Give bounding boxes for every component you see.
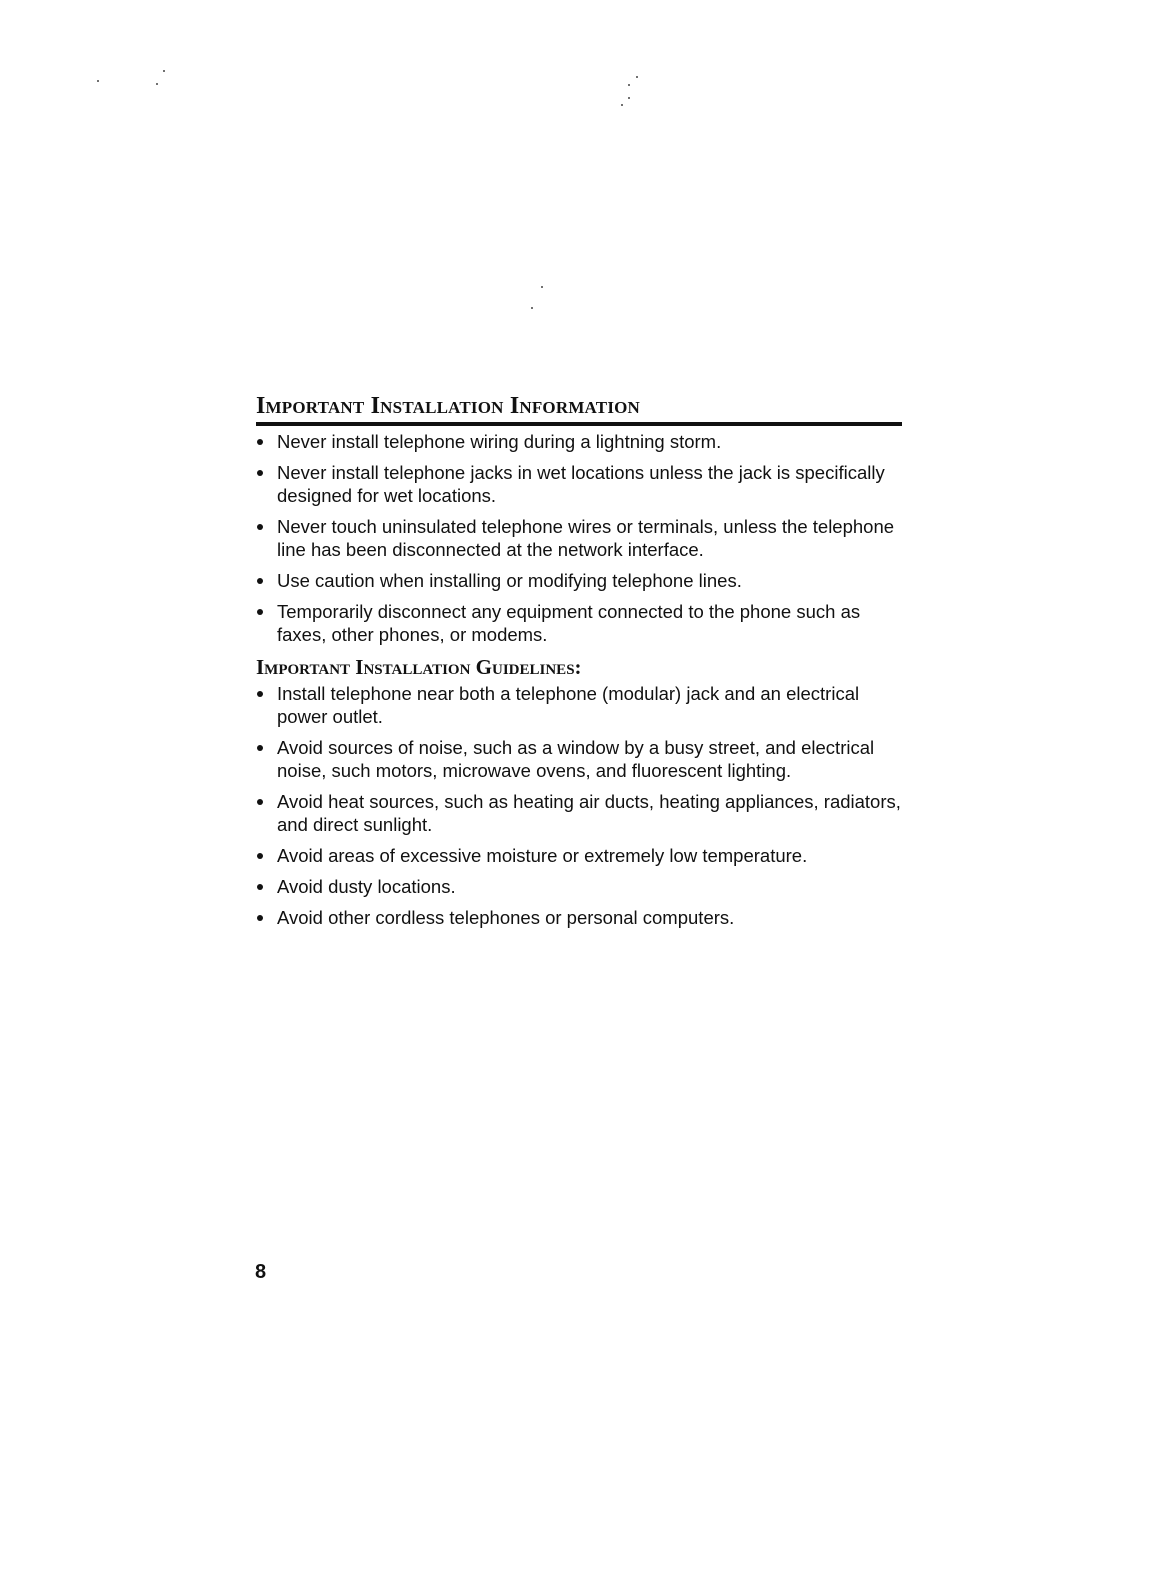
scan-speck bbox=[636, 76, 638, 78]
section-heading-installation-information: Important Installation Information bbox=[256, 391, 902, 426]
section-heading-installation-guidelines: Important Installation Guidelines: bbox=[256, 655, 582, 679]
list-item: Avoid sources of noise, such as a window by a busy street, and electrical noise, such motors, microwave ovens, and fluorescent lighting. bbox=[256, 736, 902, 782]
list-item: Never install telephone jacks in wet locations unless the jack is specifically designed for wet locations. bbox=[256, 461, 902, 507]
list-item: Avoid other cordless telephones or personal computers. bbox=[256, 906, 902, 929]
scan-speck bbox=[97, 80, 99, 82]
scan-speck bbox=[621, 104, 623, 106]
list-item: Avoid areas of excessive moisture or extremely low temperature. bbox=[256, 844, 902, 867]
list-item: Avoid heat sources, such as heating air ducts, heating appliances, radiators, and direct sunlight. bbox=[256, 790, 902, 836]
installation-guidelines-list bbox=[256, 682, 902, 929]
scan-speck bbox=[156, 83, 158, 85]
scan-speck bbox=[531, 307, 533, 309]
scan-speck bbox=[163, 70, 165, 72]
content-area bbox=[256, 391, 902, 937]
scan-speck bbox=[541, 286, 543, 288]
list-item: Avoid dusty locations. bbox=[256, 875, 902, 898]
list-item: Never install telephone wiring during a lightning storm. bbox=[256, 430, 902, 453]
list-item: Use caution when installing or modifying telephone lines. bbox=[256, 569, 902, 592]
list-item: Install telephone near both a telephone (modular) jack and an electrical power outlet. bbox=[256, 682, 902, 728]
scan-speck bbox=[628, 84, 630, 86]
scan-speck bbox=[628, 97, 630, 99]
installation-information-list bbox=[256, 430, 902, 646]
page-number: 8 bbox=[255, 1261, 267, 1283]
list-item: Temporarily disconnect any equipment connected to the phone such as faxes, other phones, or modems. bbox=[256, 600, 902, 646]
list-item: Never touch uninsulated telephone wires or terminals, unless the telephone line has been disconnected at the network interface. bbox=[256, 515, 902, 561]
